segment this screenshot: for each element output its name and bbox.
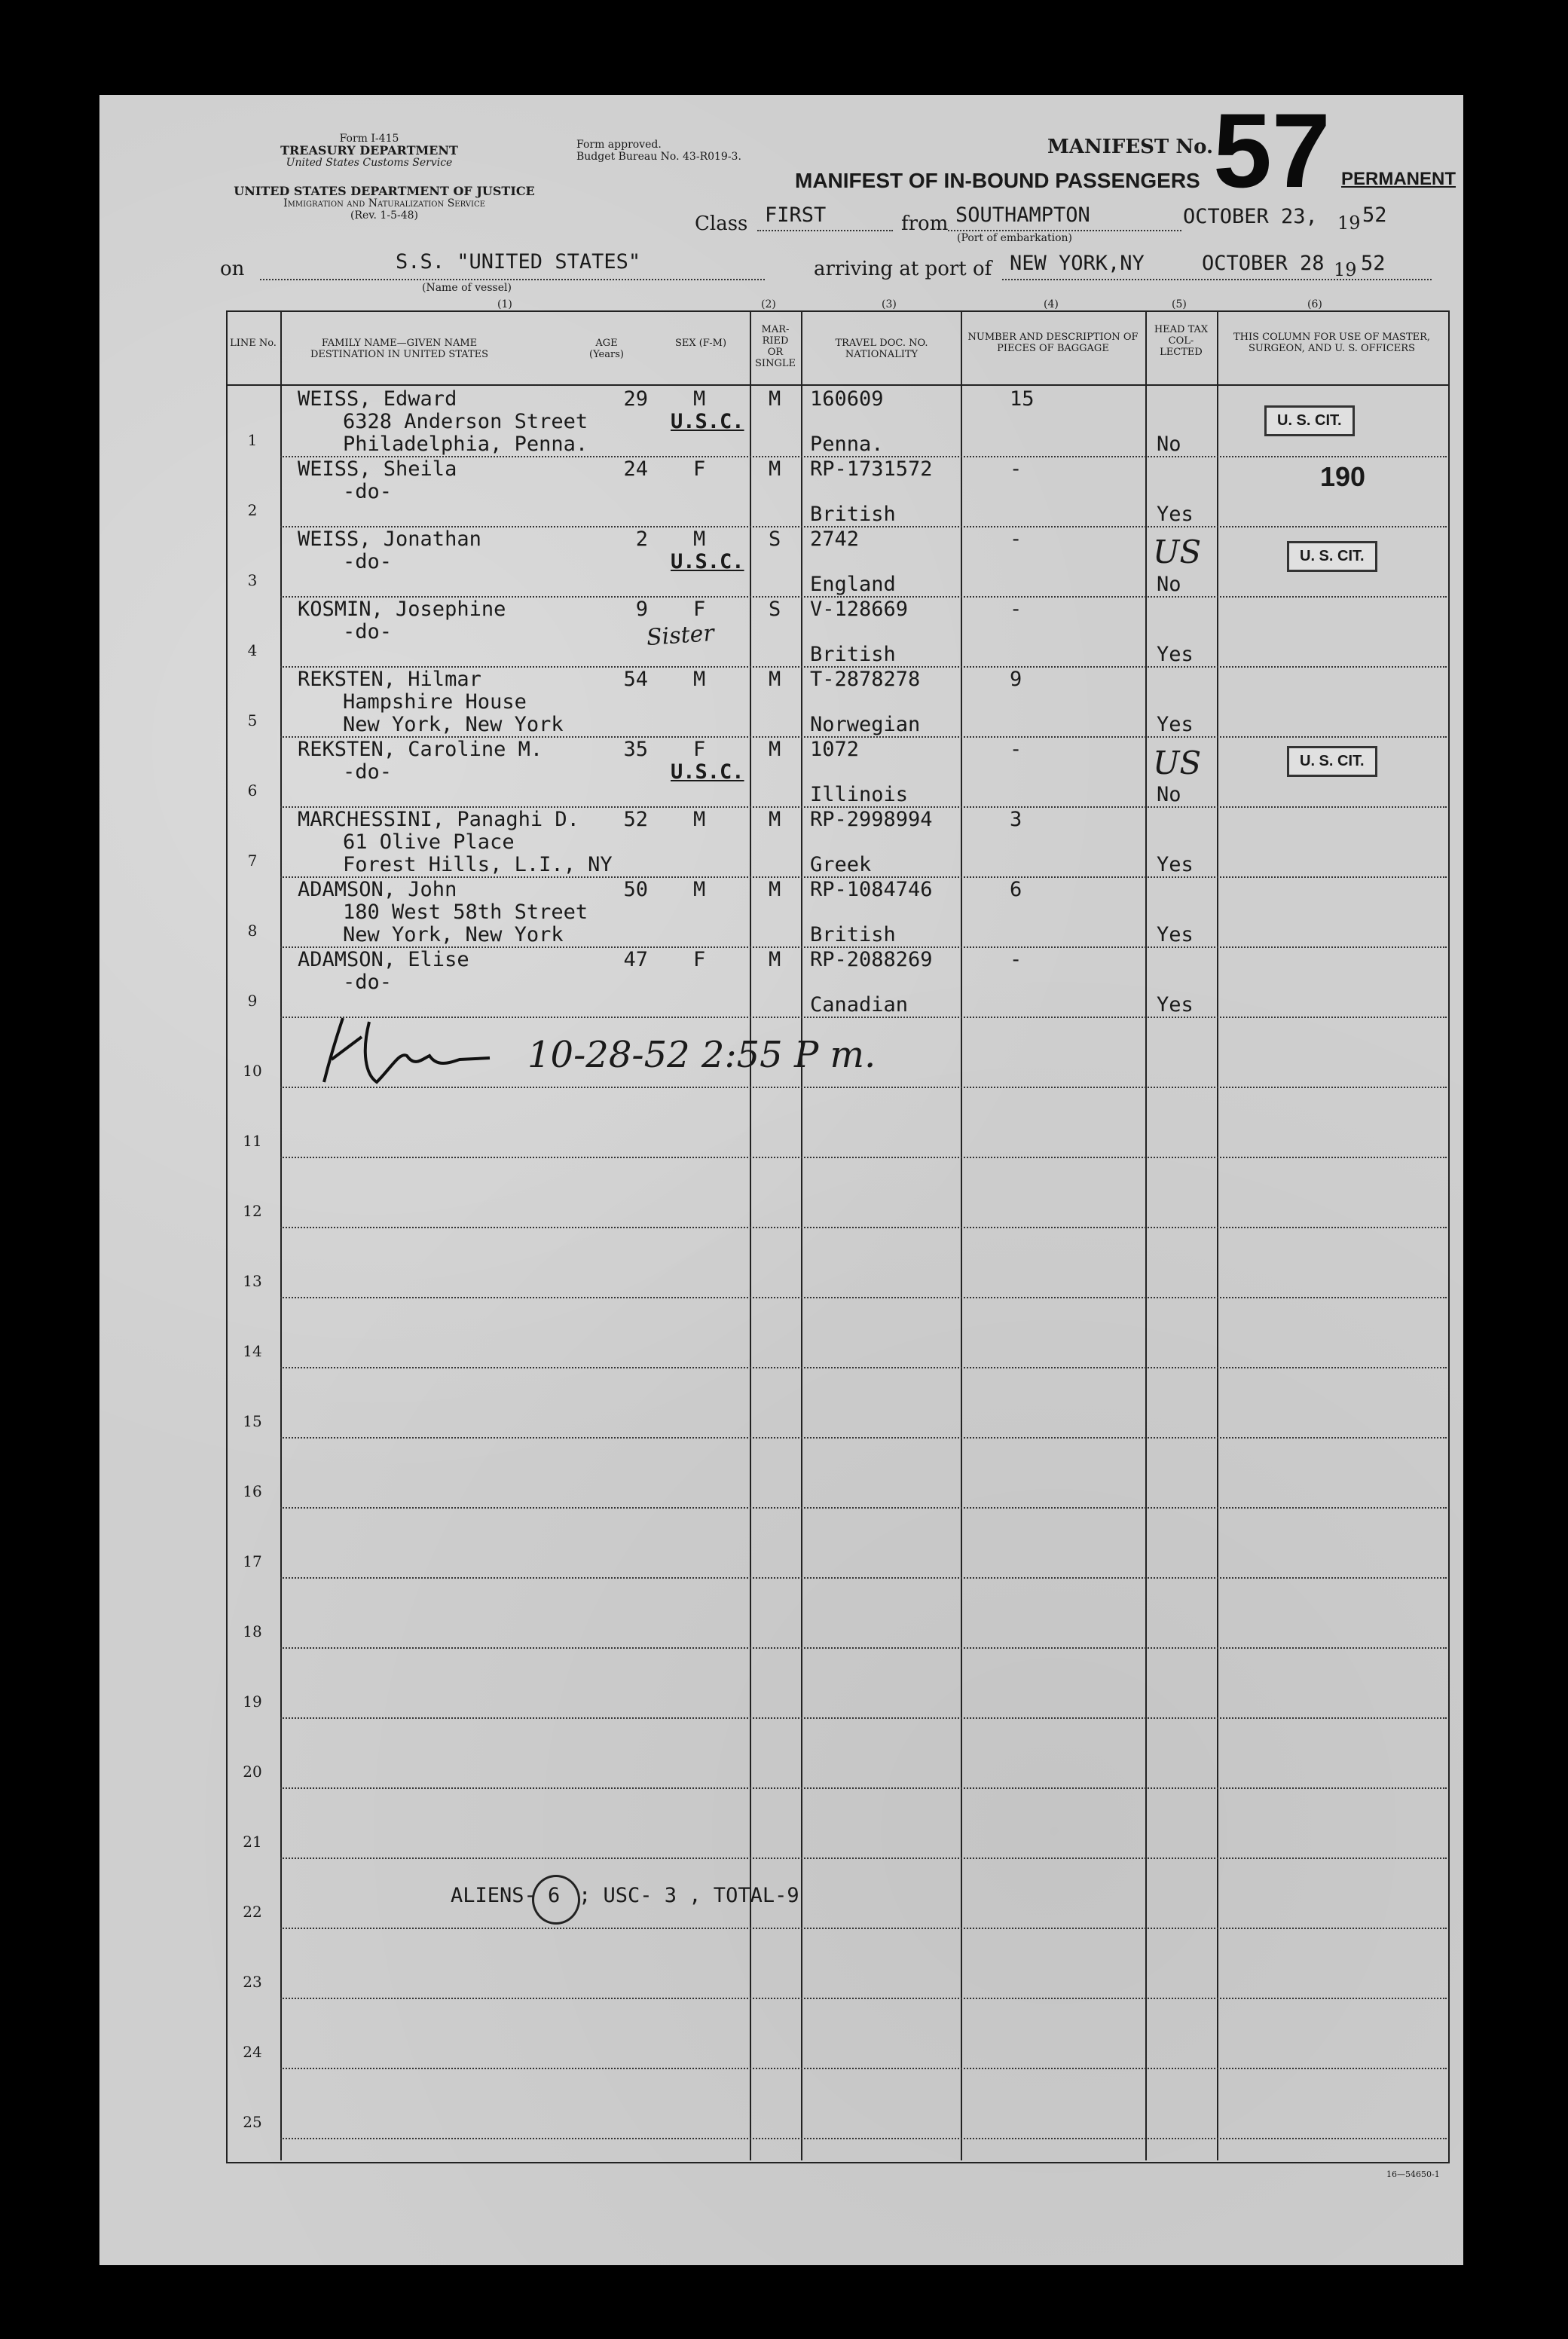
passenger-marital-status: M [769, 948, 781, 971]
row-rule [280, 1998, 1447, 1999]
arrival-port: NEW YORK,NY [1010, 252, 1145, 275]
passenger-baggage: 9 [1010, 668, 1022, 691]
header-married: MAR-RIED OR SINGLE [755, 324, 796, 369]
row-rule [280, 1577, 1447, 1579]
passenger-baggage: - [1010, 948, 1022, 971]
column-number: (6) [1307, 298, 1322, 310]
passenger-marital-status: M [769, 387, 781, 411]
passenger-address-1: 6328 Anderson Street [343, 410, 588, 433]
passenger-travel-doc: 160609 [810, 387, 884, 411]
passenger-marital-status: M [769, 668, 781, 691]
passenger-address-1: -do- [343, 480, 393, 503]
row-rule [280, 1717, 1447, 1719]
passenger-sex: M [693, 527, 706, 551]
col-divider [961, 310, 962, 2160]
passenger-name: WEISS, Jonathan [298, 527, 481, 551]
us-citizen-stamp: U. S. CIT. [1287, 541, 1377, 572]
line-number: 23 [243, 1973, 262, 1991]
col-divider [1217, 310, 1218, 2160]
header-sex: SEX (F-M) [674, 338, 727, 349]
passenger-sex: M [693, 387, 706, 411]
line-number: 11 [243, 1132, 262, 1150]
passenger-age: 9 [635, 598, 648, 621]
from-underline [948, 230, 1181, 231]
line-number: 17 [243, 1552, 262, 1570]
customs-service: United States Customs Service [286, 157, 453, 169]
handwritten-signature [309, 1007, 505, 1097]
passenger-travel-doc: RP-1731572 [810, 457, 933, 481]
passenger-nationality: Canadian [810, 993, 909, 1017]
passenger-travel-doc: 1072 [810, 738, 860, 761]
line-number: 10 [243, 1062, 262, 1080]
departure-year: 52 [1362, 203, 1387, 227]
on-label: on [220, 258, 245, 280]
passenger-age: 50 [623, 878, 648, 901]
passenger-age: 35 [623, 738, 648, 761]
passenger-nationality: Illinois [810, 783, 909, 806]
passenger-nationality: British [810, 923, 896, 946]
row-rule [280, 2138, 1447, 2139]
passenger-travel-doc: RP-1084746 [810, 878, 933, 901]
passenger-address-1: 180 West 58th Street [343, 900, 588, 924]
vessel-underline [260, 279, 765, 280]
passenger-baggage: - [1010, 457, 1022, 481]
departure-year-prefix: 19 [1337, 212, 1361, 234]
passenger-sex: M [693, 808, 706, 831]
class-label: Class [695, 212, 748, 235]
passenger-travel-doc: RP-2998994 [810, 808, 933, 831]
passenger-nationality: Norwegian [810, 713, 921, 736]
manifest-number: 57 [1213, 91, 1331, 209]
line-number: 15 [243, 1412, 262, 1430]
passenger-travel-doc: V-128669 [810, 598, 909, 621]
passenger-head-tax: No [1157, 573, 1181, 596]
passenger-name: ADAMSON, Elise [298, 948, 469, 971]
row-rule [280, 1928, 1447, 1929]
row-rule [280, 1367, 1447, 1368]
passenger-head-tax: Yes [1157, 713, 1194, 736]
doj-label: UNITED STATES DEPARTMENT OF JUSTICE [234, 184, 535, 198]
from-value: SOUTHAMPTON [955, 203, 1090, 227]
line-number: 9 [247, 992, 258, 1010]
passenger-address-1: -do- [343, 971, 393, 994]
header-line-no: LINE No. [230, 338, 277, 349]
line-number: 18 [243, 1622, 262, 1640]
passenger-nationality: Greek [810, 853, 872, 876]
column-number: (5) [1172, 298, 1187, 310]
passenger-sex: F [693, 738, 706, 761]
passenger-address-2: Philadelphia, Penna. [343, 433, 588, 456]
line-number: 22 [243, 1903, 262, 1921]
us-citizen-stamp: U. S. CIT. [1287, 746, 1377, 777]
class-value: FIRST [765, 203, 827, 227]
header-officers: THIS COLUMN FOR USE OF MASTER, SURGEON, AND U. S. OFFICERS [1233, 332, 1431, 354]
passenger-sex: F [693, 948, 706, 971]
col-divider [280, 310, 282, 2160]
passenger-sex: F [693, 457, 706, 481]
col-divider [801, 310, 802, 2160]
row-rule [280, 1787, 1447, 1789]
passenger-age: 54 [623, 668, 648, 691]
manifest-no-label: MANIFEST No. [1047, 136, 1214, 158]
handwritten-us: US [1153, 745, 1202, 781]
passenger-nationality: England [810, 573, 896, 596]
handwritten-sister: Sister [645, 619, 715, 652]
passenger-name: KOSMIN, Josephine [298, 598, 506, 621]
passenger-marital-status: M [769, 738, 781, 761]
passenger-marital-status: S [769, 527, 781, 551]
passenger-sex: M [693, 878, 706, 901]
col-divider [1145, 310, 1147, 2160]
line-number: 25 [243, 2113, 262, 2131]
passenger-marital-status: M [769, 457, 781, 481]
passenger-baggage: - [1010, 738, 1022, 761]
row-rule [280, 1647, 1447, 1649]
vessel-name: S.S. "UNITED STATES" [396, 250, 641, 274]
line-number: 5 [247, 711, 258, 729]
summary-aliens-count: 6 [548, 1884, 561, 1907]
column-number: (1) [497, 298, 512, 310]
port-caption: (Port of embarkation) [957, 232, 1072, 244]
row-rule [280, 1297, 1447, 1298]
line-number: 1 [247, 431, 258, 449]
passenger-usc: U.S.C. [671, 550, 744, 573]
passenger-nationality: Penna. [810, 433, 884, 456]
passenger-name: REKSTEN, Hilmar [298, 668, 481, 691]
passenger-head-tax: Yes [1157, 853, 1194, 876]
line-number: 4 [247, 641, 258, 659]
header-travel: TRAVEL DOC. NO. NATIONALITY [835, 338, 928, 360]
row-rule [280, 1857, 1447, 1859]
passenger-name: ADAMSON, John [298, 878, 457, 901]
class-underline [757, 230, 893, 231]
passenger-head-tax: Yes [1157, 923, 1194, 946]
passenger-address-1: -do- [343, 550, 393, 573]
passenger-nationality: British [810, 643, 896, 666]
passenger-baggage: - [1010, 598, 1022, 621]
manifest-title: MANIFEST OF IN-BOUND PASSENGERS [795, 169, 1200, 192]
passenger-travel-doc: RP-2088269 [810, 948, 933, 971]
passenger-baggage: 6 [1010, 878, 1022, 901]
passenger-age: 47 [623, 948, 648, 971]
passenger-baggage: - [1010, 527, 1022, 551]
passenger-age: 24 [623, 457, 648, 481]
passenger-address-1: -do- [343, 620, 393, 644]
line-number: 13 [243, 1272, 262, 1290]
treasury-dept: TREASURY DEPARTMENT [280, 143, 458, 157]
row-rule [280, 1227, 1447, 1228]
summary-totals: ; USC- 3 , TOTAL-9 [579, 1884, 799, 1907]
passenger-name: REKSTEN, Caroline M. [298, 738, 543, 761]
header-age: AGE (Years) [589, 338, 624, 360]
arriving-label: arriving at port of [814, 258, 992, 280]
row-rule [280, 1437, 1447, 1439]
passenger-age: 52 [623, 808, 648, 831]
passenger-address-1: Hampshire House [343, 690, 527, 714]
passenger-age: 2 [635, 527, 648, 551]
arrival-year: 52 [1361, 252, 1386, 275]
passenger-head-tax: No [1157, 783, 1181, 806]
passenger-name: WEISS, Edward [298, 387, 457, 411]
arrival-date: OCTOBER 28 [1202, 252, 1325, 275]
line-number: 20 [243, 1763, 262, 1781]
ins-label: Immigration and Naturalization Service [283, 197, 485, 209]
passenger-baggage: 3 [1010, 808, 1022, 831]
form-number: Form I-415 [339, 133, 399, 145]
line-number: 8 [247, 922, 258, 940]
us-citizen-stamp: U. S. CIT. [1264, 405, 1355, 436]
line-number: 21 [243, 1833, 262, 1851]
passenger-nationality: British [810, 503, 896, 526]
passenger-usc: U.S.C. [671, 760, 744, 784]
line-number: 12 [243, 1202, 262, 1220]
line-number: 6 [247, 781, 258, 800]
header-head-tax: HEAD TAX COL-LECTED [1154, 324, 1209, 358]
passenger-address-2: New York, New York [343, 713, 564, 736]
passenger-address-1: 61 Olive Place [343, 830, 515, 854]
passenger-head-tax: Yes [1157, 643, 1194, 666]
row-rule [280, 1157, 1447, 1158]
line-number: 2 [247, 501, 258, 519]
header-name: FAMILY NAME—GIVEN NAME DESTINATION IN UNITED STATES [310, 338, 489, 360]
passenger-age: 29 [623, 387, 648, 411]
passenger-address-1: -do- [343, 760, 393, 784]
passenger-marital-status: M [769, 808, 781, 831]
passenger-name: MARCHESSINI, Panaghi D. [298, 808, 579, 831]
passenger-sex: F [693, 598, 706, 621]
passenger-usc: U.S.C. [671, 410, 744, 433]
line-number: 14 [243, 1342, 262, 1360]
column-number: (4) [1044, 298, 1059, 310]
header-bottom-rule [226, 384, 1448, 386]
vessel-caption: (Name of vessel) [422, 282, 512, 294]
passenger-head-tax: Yes [1157, 993, 1194, 1017]
passenger-sex: M [693, 668, 706, 691]
page-stamp-number: 190 [1320, 461, 1366, 492]
rev-label: (Rev. 1-5-48) [350, 209, 418, 222]
arrival-year-prefix: 19 [1334, 259, 1357, 280]
header-baggage: NUMBER AND DESCRIPTION OF PIECES OF BAGGAGE [967, 332, 1139, 354]
form-header-doj [211, 185, 558, 222]
budget-label: Budget Bureau No. 43-R019-3. [576, 151, 741, 163]
passenger-name: WEISS, Sheila [298, 457, 457, 481]
approved-label: Form approved. [576, 139, 662, 151]
column-number: (2) [761, 298, 776, 310]
departure-date: OCTOBER 23, [1183, 205, 1318, 228]
line-number: 3 [247, 571, 258, 589]
line-number: 24 [243, 2043, 262, 2061]
summary-aliens-label: ALIENS- [451, 1884, 536, 1907]
passenger-address-2: Forest Hills, L.I., NY [343, 853, 613, 876]
summary-circle [532, 1875, 580, 1925]
form-approved [576, 139, 741, 163]
passenger-travel-doc: 2742 [810, 527, 860, 551]
passenger-marital-status: M [769, 878, 781, 901]
footer-code: 16—54650-1 [1386, 2169, 1440, 2179]
handwritten-datetime: 10-28-52 2:55 P m. [527, 1034, 876, 1076]
passenger-baggage: 15 [1010, 387, 1035, 411]
passenger-head-tax: No [1157, 433, 1181, 456]
passenger-travel-doc: T-2878278 [810, 668, 921, 691]
arrival-underline [1002, 279, 1432, 280]
manifest-title-permanent: PERMANENT [1341, 169, 1456, 189]
line-number: 16 [243, 1482, 262, 1500]
passenger-head-tax: Yes [1157, 503, 1194, 526]
row-rule [280, 2068, 1447, 2069]
col-divider [750, 310, 751, 2160]
handwritten-us: US [1153, 534, 1202, 570]
column-number: (3) [882, 298, 897, 310]
row-rule [280, 1507, 1447, 1509]
passenger-address-2: New York, New York [343, 923, 564, 946]
form-header-left [211, 133, 527, 169]
passenger-marital-status: S [769, 598, 781, 621]
from-label: from [901, 212, 949, 235]
line-number: 7 [247, 852, 258, 870]
line-number: 19 [243, 1692, 262, 1711]
